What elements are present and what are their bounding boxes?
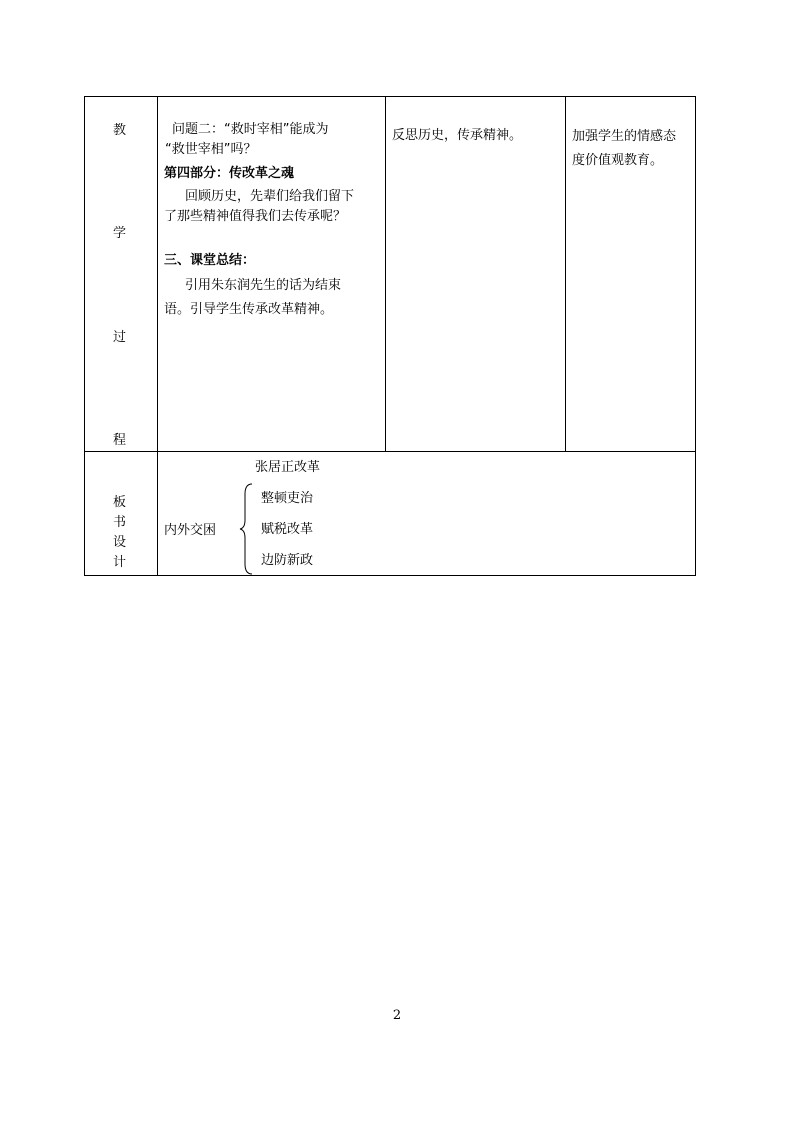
column-divider bbox=[385, 97, 386, 451]
board-item: 整顿吏治 bbox=[261, 491, 314, 506]
board-label-char: 计 bbox=[113, 555, 127, 570]
teaching-label-char: 过 bbox=[113, 330, 127, 345]
board-cause: 内外交困 bbox=[164, 523, 217, 538]
question-two-line1: 问题二：“救时宰相”能成为 bbox=[172, 122, 329, 137]
teaching-label-char: 程 bbox=[113, 433, 127, 448]
design-intent-line2: 度价值观教育。 bbox=[572, 153, 664, 168]
curly-brace-icon bbox=[238, 482, 254, 576]
board-label-char: 板 bbox=[113, 495, 127, 510]
summary-title: 三、课堂总结： bbox=[164, 253, 256, 268]
student-activity-text: 反思历史，传承精神。 bbox=[392, 128, 523, 143]
part-four-line1: 回顾历史，先辈们给我们留下 bbox=[185, 189, 355, 204]
board-label-char: 书 bbox=[113, 515, 127, 530]
board-item: 赋税改革 bbox=[261, 522, 314, 537]
teaching-label-char: 学 bbox=[113, 226, 127, 241]
column-divider bbox=[565, 97, 566, 451]
board-title: 张居正改革 bbox=[255, 460, 321, 475]
summary-line1: 引用朱东润先生的话为结束 bbox=[185, 278, 342, 293]
page-number: 2 bbox=[392, 1008, 402, 1023]
board-item: 边防新政 bbox=[261, 553, 314, 568]
row-divider bbox=[85, 451, 695, 452]
lesson-plan-table bbox=[84, 96, 696, 576]
column-divider bbox=[157, 97, 158, 575]
part-four-line2: 了那些精神值得我们去传承呢？ bbox=[164, 209, 347, 224]
question-two-line2: “救世宰相”吗？ bbox=[165, 142, 257, 157]
teaching-label-char: 教 bbox=[113, 123, 127, 138]
summary-line2: 语。引导学生传承改革精神。 bbox=[164, 302, 334, 317]
part-four-title: 第四部分：传改革之魂 bbox=[164, 166, 295, 181]
design-intent-line1: 加强学生的情感态 bbox=[572, 129, 677, 144]
board-label-char: 设 bbox=[113, 535, 127, 550]
